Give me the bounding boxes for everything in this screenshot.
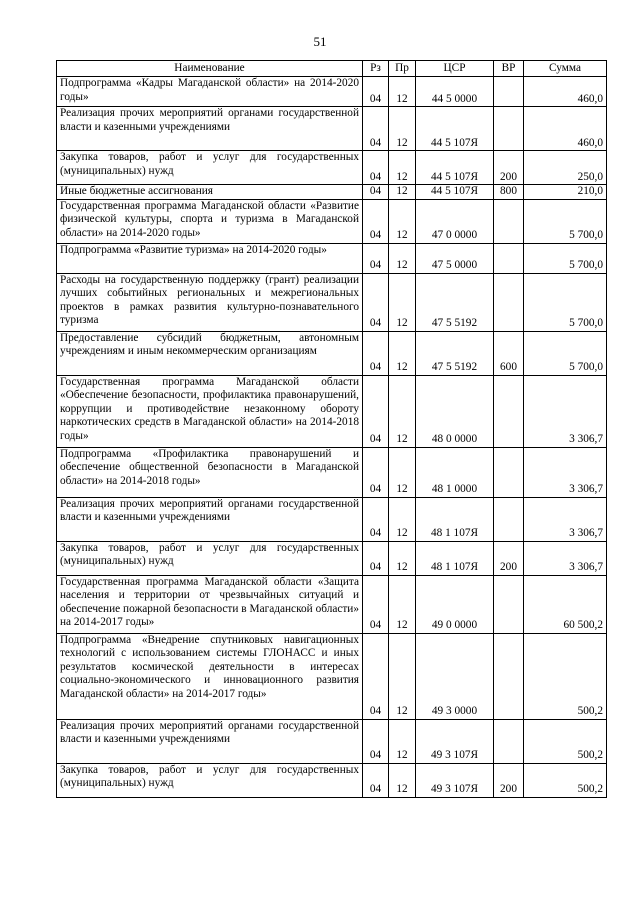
row-sum: 460,0 <box>524 107 607 151</box>
row-pr: 12 <box>389 107 416 151</box>
row-vr <box>494 107 524 151</box>
row-vr <box>494 273 524 331</box>
row-rz: 04 <box>363 375 389 447</box>
row-csr: 44 5 0000 <box>416 77 494 107</box>
row-name: Реализация прочих мероприятий органами государственной власти и казенными учреждениями <box>57 719 363 763</box>
page-number: 51 <box>313 34 327 49</box>
table-row <box>57 199 607 243</box>
row-sum: 5 700,0 <box>524 199 607 243</box>
row-name: Подпрограмма «Внедрение спутниковых навигационных технологий с использованием системы ГЛОНАСС и иных результатов космической деятельности в интересах социально-экономического и инновационного развития Магаданской области» на 2014-2017 годы» <box>57 633 363 719</box>
table-row <box>57 107 607 151</box>
table-row <box>57 633 607 719</box>
row-rz: 04 <box>363 575 389 633</box>
row-csr: 48 1 107Я <box>416 541 494 575</box>
row-pr: 12 <box>389 541 416 575</box>
row-csr: 49 3 107Я <box>416 719 494 763</box>
row-csr: 48 1 107Я <box>416 497 494 541</box>
row-rz: 04 <box>363 633 389 719</box>
table-row <box>57 541 607 575</box>
row-pr: 12 <box>389 719 416 763</box>
row-vr <box>494 633 524 719</box>
row-pr: 12 <box>389 633 416 719</box>
table-row <box>57 763 607 797</box>
row-pr: 12 <box>389 273 416 331</box>
row-name: Закупка товаров, работ и услуг для государственных (муниципальных) нужд <box>57 541 363 575</box>
row-csr: 47 5 5192 <box>416 331 494 375</box>
header-vr: ВР <box>494 61 524 77</box>
row-name: Государственная программа Магаданской области «Развитие физической культуры, спорта и туризма в Магаданской области» на 2014-2020 годы» <box>57 199 363 243</box>
row-name: Государственная программа Магаданской области «Защита населения и территории от чрезвычайных ситуаций и обеспечение пожарной безопасности в Магаданской области» на 2014-2017 годы» <box>57 575 363 633</box>
row-sum: 5 700,0 <box>524 273 607 331</box>
row-sum: 210,0 <box>524 185 607 200</box>
row-name: Предоставление субсидий бюджетным, автономным учреждениям и иным некоммерческим организациям <box>57 331 363 375</box>
row-csr: 49 3 0000 <box>416 633 494 719</box>
row-rz: 04 <box>363 719 389 763</box>
row-pr: 12 <box>389 199 416 243</box>
row-sum: 3 306,7 <box>524 447 607 497</box>
row-rz: 04 <box>363 151 389 185</box>
header-sum: Сумма <box>524 61 607 77</box>
row-csr: 49 0 0000 <box>416 575 494 633</box>
row-pr: 12 <box>389 151 416 185</box>
row-name: Подпрограмма «Развитие туризма» на 2014-2020 годы» <box>57 243 363 273</box>
row-pr: 12 <box>389 763 416 797</box>
row-vr <box>494 199 524 243</box>
row-vr <box>494 375 524 447</box>
row-pr: 12 <box>389 331 416 375</box>
row-vr: 800 <box>494 185 524 200</box>
row-csr: 47 0 0000 <box>416 199 494 243</box>
row-pr: 12 <box>389 185 416 200</box>
row-rz: 04 <box>363 331 389 375</box>
row-csr: 47 5 5192 <box>416 273 494 331</box>
row-rz: 04 <box>363 273 389 331</box>
row-vr: 200 <box>494 541 524 575</box>
row-sum: 3 306,7 <box>524 541 607 575</box>
table-header <box>57 61 607 77</box>
row-name: Государственная программа Магаданской области «Обеспечение безопасности, профилактика правонарушений, коррупции и противодействие незаконному обороту наркотических средств в Магаданской области» на 2014-2018 годы» <box>57 375 363 447</box>
row-csr: 49 3 107Я <box>416 763 494 797</box>
row-sum: 500,2 <box>524 719 607 763</box>
row-sum: 5 700,0 <box>524 331 607 375</box>
row-rz: 04 <box>363 107 389 151</box>
row-csr: 48 1 0000 <box>416 447 494 497</box>
table-row <box>57 331 607 375</box>
row-vr: 200 <box>494 151 524 185</box>
row-pr: 12 <box>389 77 416 107</box>
row-name: Иные бюджетные ассигнования <box>57 185 363 200</box>
row-csr: 47 5 0000 <box>416 243 494 273</box>
row-pr: 12 <box>389 447 416 497</box>
row-rz: 04 <box>363 541 389 575</box>
row-vr <box>494 719 524 763</box>
row-pr: 12 <box>389 497 416 541</box>
table-row <box>57 575 607 633</box>
row-name: Расходы на государственную поддержку (грант) реализации лучших событийных региональных и межрегиональных проектов в рамках развития культурно-познавательного туризма <box>57 273 363 331</box>
row-rz: 04 <box>363 243 389 273</box>
row-vr <box>494 497 524 541</box>
row-csr: 44 5 107Я <box>416 185 494 200</box>
row-rz: 04 <box>363 447 389 497</box>
row-name: Подпрограмма «Кадры Магаданской области» на 2014-2020 годы» <box>57 77 363 107</box>
row-rz: 04 <box>363 763 389 797</box>
row-pr: 12 <box>389 575 416 633</box>
row-csr: 48 0 0000 <box>416 375 494 447</box>
row-vr <box>494 575 524 633</box>
row-rz: 04 <box>363 77 389 107</box>
table-row <box>57 273 607 331</box>
budget-table <box>56 60 607 798</box>
row-sum: 5 700,0 <box>524 243 607 273</box>
header-rz: Рз <box>363 61 389 77</box>
table-row <box>57 77 607 107</box>
row-sum: 250,0 <box>524 151 607 185</box>
row-vr <box>494 447 524 497</box>
header-pr: Пр <box>389 61 416 77</box>
table-row <box>57 719 607 763</box>
row-csr: 44 5 107Я <box>416 151 494 185</box>
row-vr <box>494 77 524 107</box>
table-row <box>57 375 607 447</box>
row-pr: 12 <box>389 375 416 447</box>
row-rz: 04 <box>363 199 389 243</box>
table-row <box>57 447 607 497</box>
row-name: Закупка товаров, работ и услуг для государственных (муниципальных) нужд <box>57 151 363 185</box>
table-row <box>57 497 607 541</box>
table-row <box>57 243 607 273</box>
row-rz: 04 <box>363 185 389 200</box>
table-row <box>57 185 607 200</box>
table-row <box>57 151 607 185</box>
header-csr: ЦСР <box>416 61 494 77</box>
header-name: Наименование <box>57 61 363 77</box>
row-vr <box>494 243 524 273</box>
row-sum: 3 306,7 <box>524 497 607 541</box>
row-vr: 600 <box>494 331 524 375</box>
row-sum: 3 306,7 <box>524 375 607 447</box>
row-sum: 60 500,2 <box>524 575 607 633</box>
row-name: Реализация прочих мероприятий органами государственной власти и казенными учреждениями <box>57 107 363 151</box>
row-rz: 04 <box>363 497 389 541</box>
row-vr: 200 <box>494 763 524 797</box>
table-body <box>57 77 607 798</box>
row-name: Закупка товаров, работ и услуг для государственных (муниципальных) нужд <box>57 763 363 797</box>
row-sum: 500,2 <box>524 763 607 797</box>
row-csr: 44 5 107Я <box>416 107 494 151</box>
row-pr: 12 <box>389 243 416 273</box>
row-name: Подпрограмма «Профилактика правонарушений и обеспечение общественной безопасности в Магаданской области» на 2014-2018 годы» <box>57 447 363 497</box>
row-sum: 460,0 <box>524 77 607 107</box>
row-name: Реализация прочих мероприятий органами государственной власти и казенными учреждениями <box>57 497 363 541</box>
row-sum: 500,2 <box>524 633 607 719</box>
